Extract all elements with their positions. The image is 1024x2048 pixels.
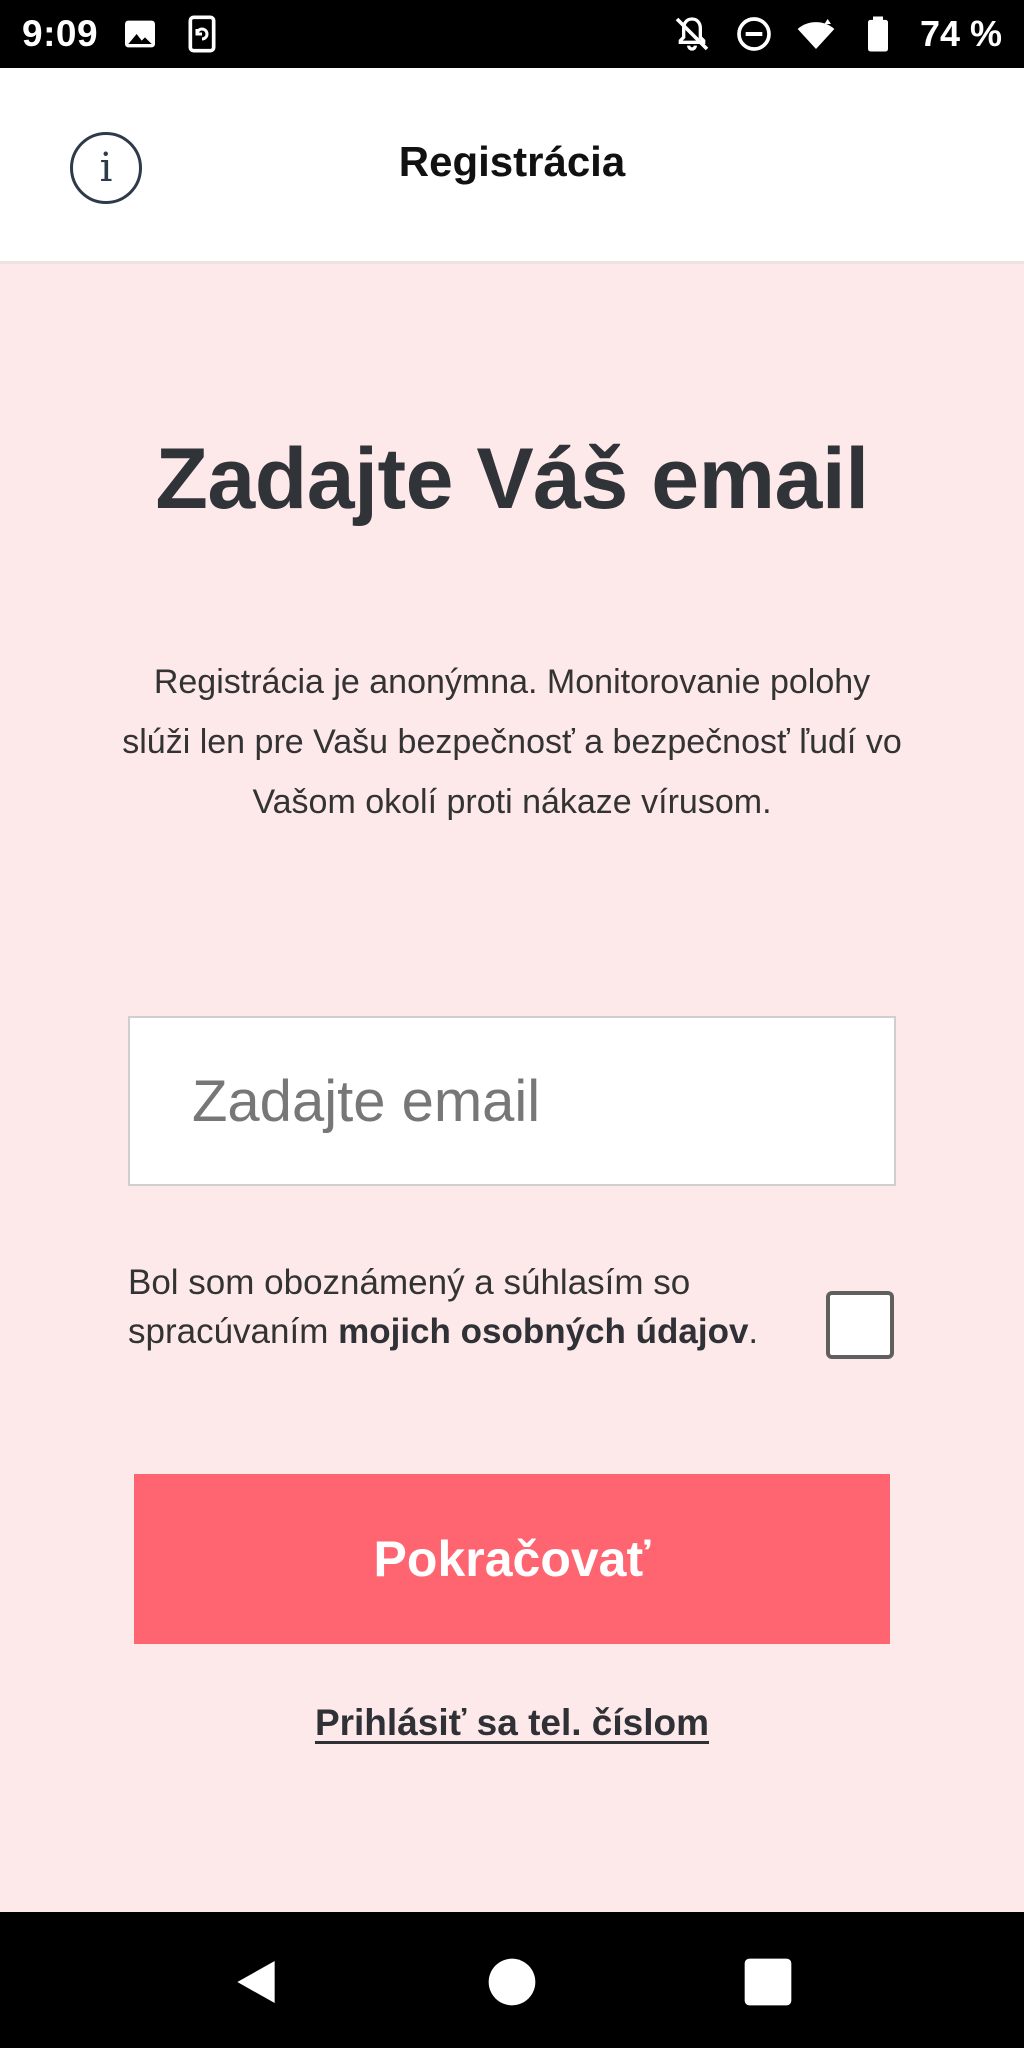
app-bar: [0, 68, 1024, 264]
navigation-bar: [0, 1912, 1024, 2048]
battery-icon: [858, 14, 898, 54]
personal-data-link[interactable]: mojich osobných údajov: [338, 1312, 749, 1351]
status-right: [672, 13, 1002, 55]
phone-login-link[interactable]: Prihlásiť sa tel. číslom: [314, 1702, 710, 1743]
do-not-disturb-icon: [734, 14, 774, 54]
image-icon: [120, 14, 160, 54]
home-icon[interactable]: [484, 1954, 540, 2010]
continue-button[interactable]: Pokračovať: [134, 1474, 890, 1644]
consent-text: [128, 1258, 768, 1356]
battery-percentage: 74 %: [919, 13, 1002, 54]
wifi-icon: [796, 14, 836, 54]
email-field[interactable]: [128, 1016, 896, 1186]
status-left: [22, 13, 222, 55]
email-heading: Zadajte Váš email: [155, 431, 869, 527]
sync-app-icon: [182, 14, 222, 54]
status-bar: [0, 0, 1024, 68]
consent-text-end: .: [748, 1312, 759, 1351]
notifications-off-icon: [672, 14, 712, 54]
back-icon[interactable]: [228, 1954, 284, 2010]
consent-checkbox[interactable]: [826, 1291, 894, 1359]
registration-description: Registrácia je anonýmna. Monitorovanie polohy slúži len pre Vašu bezpečnosť a bezpečnosť ľudí vo Vašom okolí proti nákaze vírusom.: [122, 663, 902, 821]
page-title: Registrácia: [398, 138, 626, 185]
status-time: 9:09: [22, 13, 99, 54]
recents-icon[interactable]: [740, 1954, 796, 2010]
info-icon-glyph: i: [99, 145, 113, 191]
consent-text-start: Bol som oboznámený a súhlasím so spracúvaním: [128, 1263, 691, 1351]
